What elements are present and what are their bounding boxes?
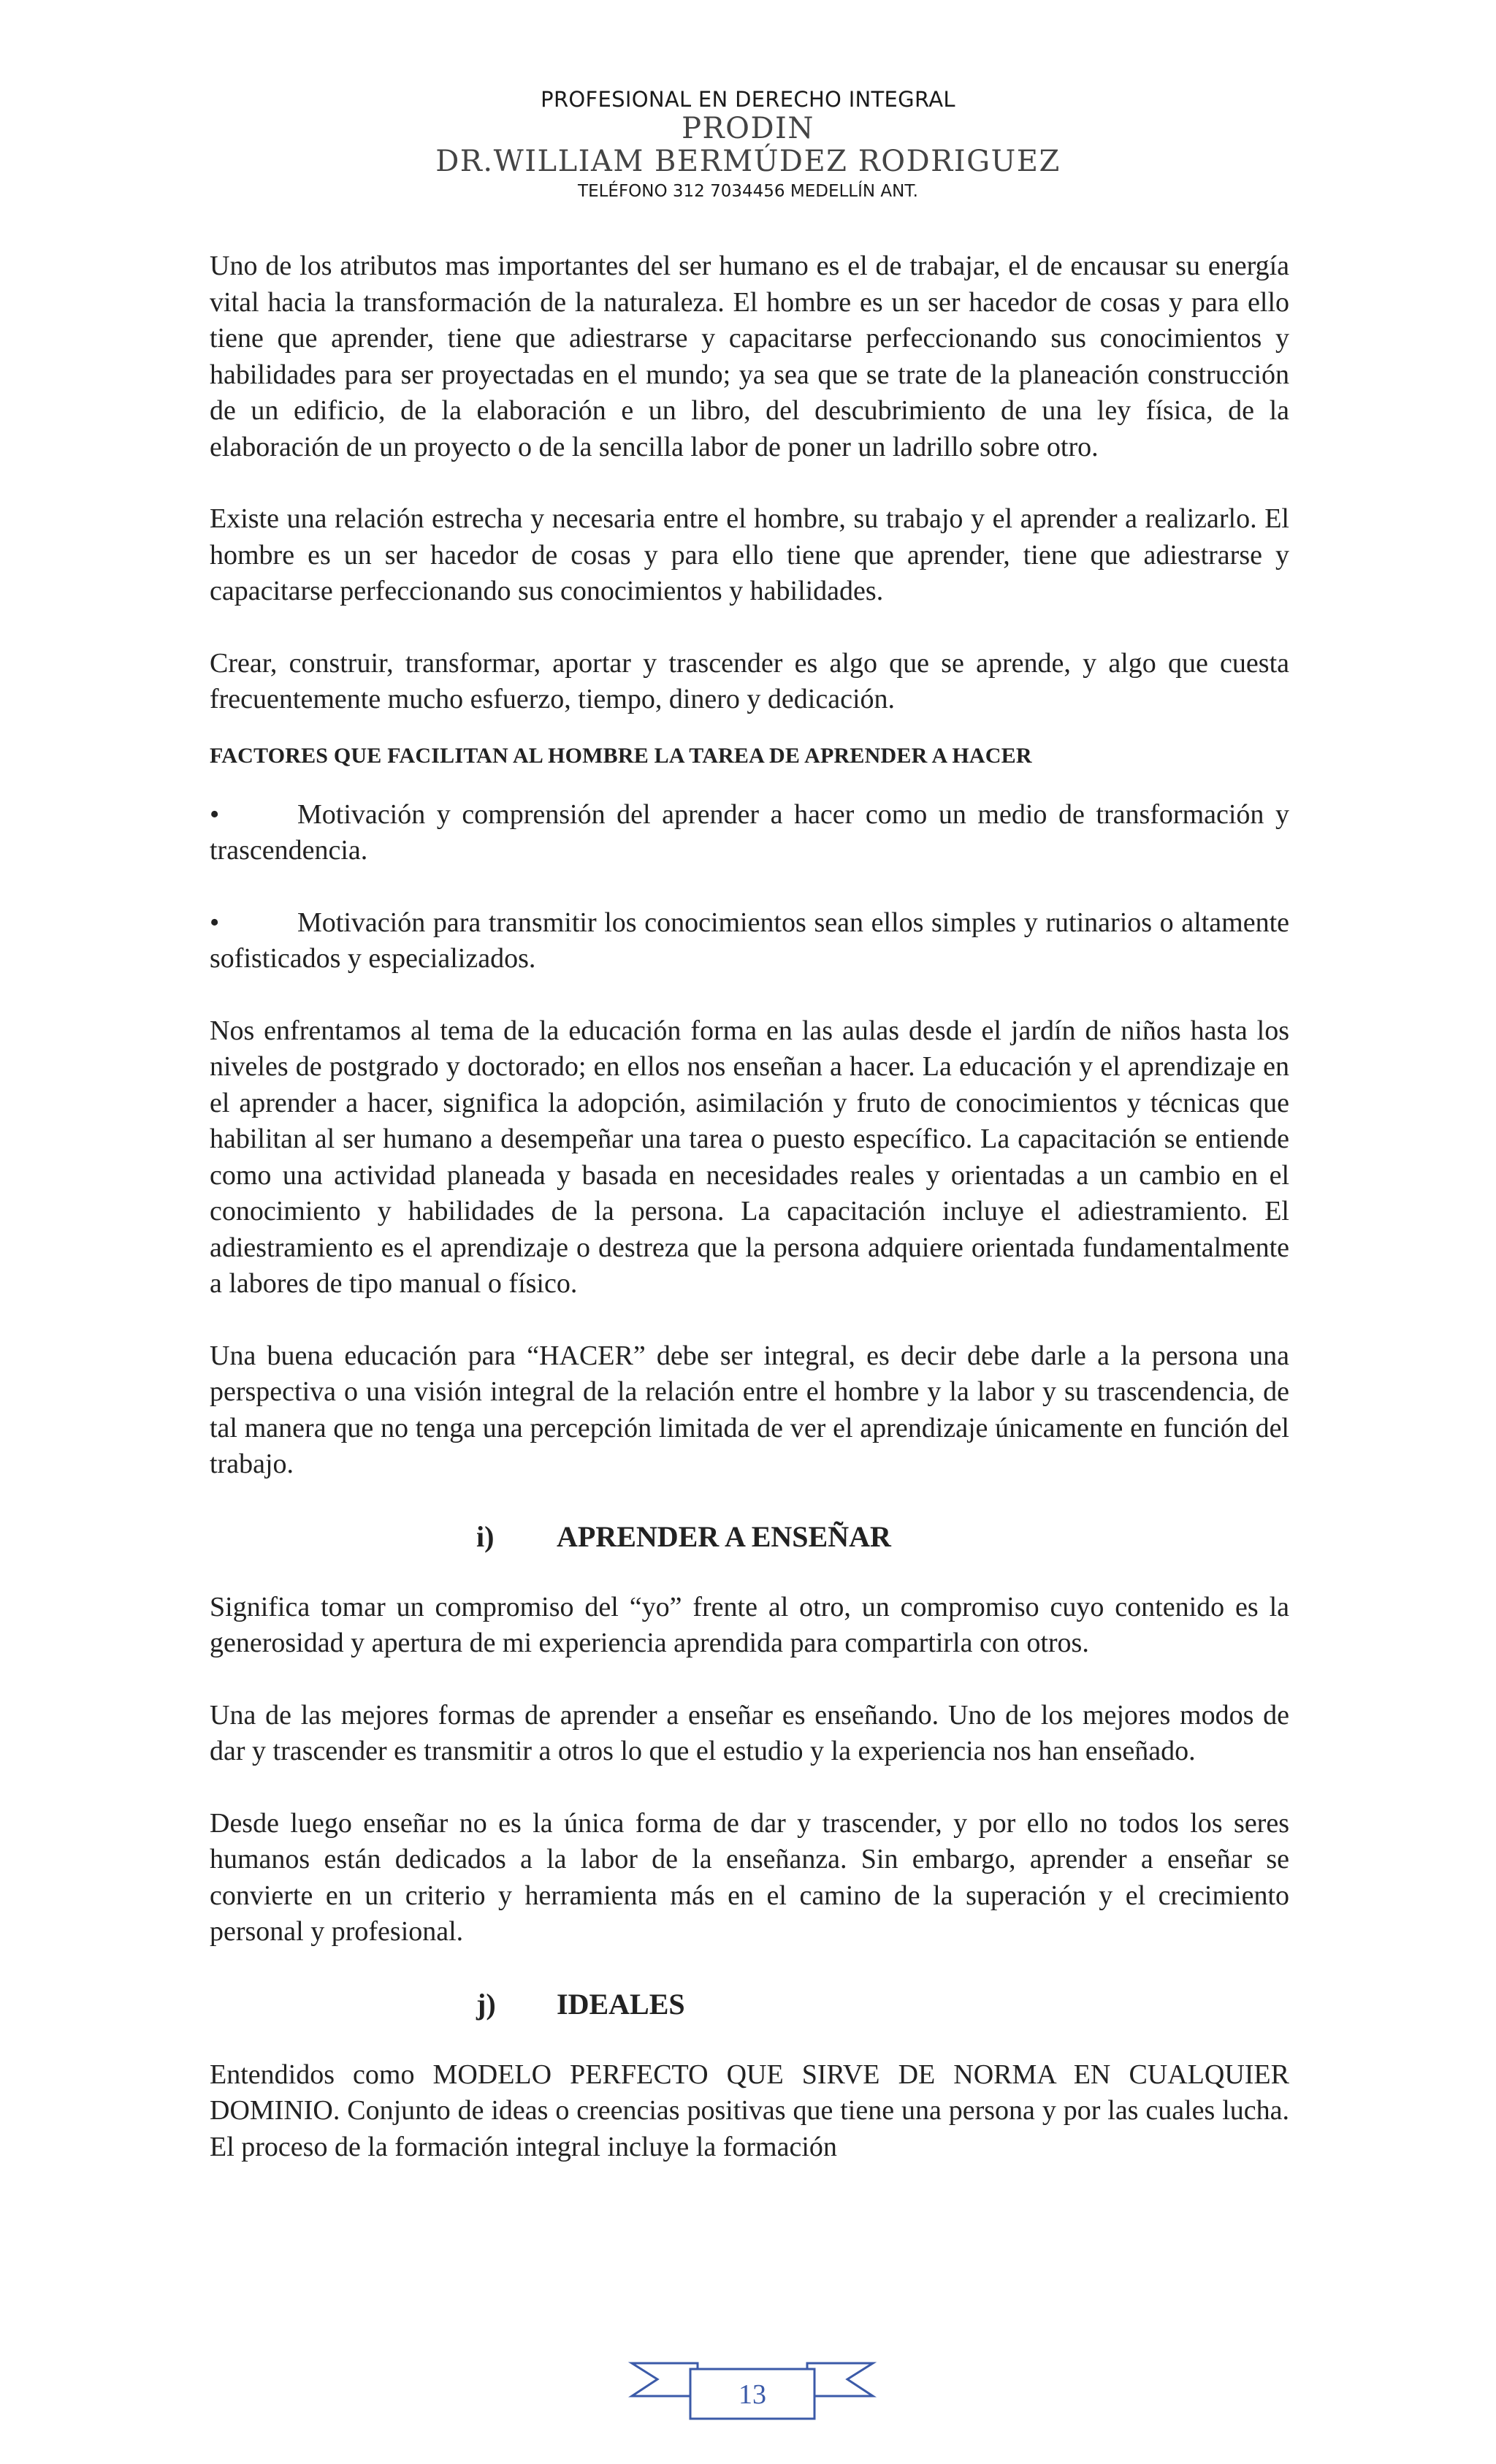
bullet-item [210, 905, 1289, 977]
paragraph: Uno de los atributos mas importantes del ser humano es el de trabajar, el de encausar su energía vital hacia la transformación de la naturaleza. El hombre es un ser hacedor de cosas y para ello tiene que aprender, tiene que adiestrarse y capacitarse perfeccionando sus conocimientos y habilidades para ser proyectadas en el mundo; ya sea que se trate de la planeación construcción de un edificio, de la elaboración e un libro, del descubrimiento de una ley física, de la elaboración de un proyecto o de la sencilla labor de poner un ladrillo sobre otro. [210, 251, 1289, 462]
factores-heading: FACTORES QUE FACILITAN AL HOMBRE LA TAREA DE APRENDER A HACER [210, 743, 1032, 768]
paragraph: Una buena educación para “HACER” debe ser integral, es decir debe darle a la persona una perspectiva o una visión integral de la relación entre el hombre y la labor y su trascendencia, de tal manera que no tenga una percepción limitada de ver el aprendizaje únicamente en función del trabajo. [210, 1340, 1289, 1479]
paragraph: Desde luego enseñar no es la única forma de dar y trascender, y por ello no todos los seres humanos están dedicados a la labor de la enseñanza. Sin embargo, aprender a enseñar se convierte en un criterio y herramienta más en el camino de la superación y el crecimiento personal y profesional. [210, 1807, 1289, 1947]
section-heading-j [210, 1986, 1289, 2023]
header-profession: PROFESIONAL EN DERECHO INTEGRAL [541, 87, 955, 112]
paragraph: Entendidos como MODELO PERFECTO QUE SIRVE DE NORMA EN CUALQUIER DOMINIO. Conjunto de ideas o creencias positivas que tiene una persona y por las cuales lucha. El proceso de la formación integral incluye la formación [210, 2059, 1289, 2162]
bullet-symbol: • [210, 798, 220, 830]
paragraph: Significa tomar un compromiso del “yo” frente al otro, un compromiso cuyo contenido es la generosidad y apertura de mi experiencia aprendida para compartirla con otros. [210, 1591, 1289, 1658]
section-letter: j) [476, 1987, 496, 2021]
page-number: 13 [739, 2379, 766, 2410]
header-contact: TELÉFONO 312 7034456 MEDELLÍN ANT. [578, 182, 918, 201]
paragraph: Crear, construir, transformar, aportar y trascender es algo que se aprende, y algo que cuesta frecuentemente mucho esfuerzo, tiempo, dinero y dedicación. [210, 647, 1289, 714]
page-header [0, 86, 1496, 205]
body-text [210, 248, 1289, 2165]
paragraph: Una de las mejores formas de aprender a enseñar es enseñando. Uno de los mejores modos de dar y trascender es transmitir a otros lo que el estudio y la experiencia nos han enseñado. [210, 1699, 1289, 1766]
bullet-item [210, 797, 1289, 869]
bullet-text: Motivación para transmitir los conocimientos sean ellos simples y rutinarios o altamente sofisticados y especializados. [210, 907, 1289, 974]
section-title: IDEALES [557, 1987, 685, 2021]
bullet-text: Motivación y comprensión del aprender a hacer como un medio de transformación y trascendencia. [210, 798, 1289, 866]
section-heading-i [210, 1519, 1289, 1555]
paragraph: Nos enfrentamos al tema de la educación forma en las aulas desde el jardín de niños hasta los niveles de postgrado y doctorado; en ellos nos enseñan a hacer. La educación y el aprendizaje en el aprender a hacer, significa la adopción, asimilación y fruto de conocimientos y técnicas que habilitan al ser humano a desempeñar una tarea o puesto específico. La capacitación se entiende como una actividad planeada y basada en necesidades reales y orientadas a un cambio en el conocimiento y habilidades de la persona. La capacitación incluye el adiestramiento. El adiestramiento es el aprendizaje o destreza que la persona adquiere orientada fundamentalmente a labores de tipo manual o físico. [210, 1015, 1289, 1299]
section-title: APRENDER A ENSEÑAR [557, 1519, 891, 1553]
section-letter: i) [476, 1519, 495, 1553]
page-number-ribbon [628, 2349, 877, 2429]
bullet-symbol: • [210, 907, 220, 938]
header-acronym: PRODIN [682, 112, 814, 145]
header-author-name: DR.WILLIAM BERMÚDEZ RODRIGUEZ [435, 145, 1061, 178]
paragraph: Existe una relación estrecha y necesaria entre el hombre, su trabajo y el aprender a realizarlo. El hombre es un ser hacedor de cosas y para ello tiene que aprender, tiene que adiestrarse y capacitarse perfeccionando sus conocimientos y habilidades. [210, 503, 1289, 606]
